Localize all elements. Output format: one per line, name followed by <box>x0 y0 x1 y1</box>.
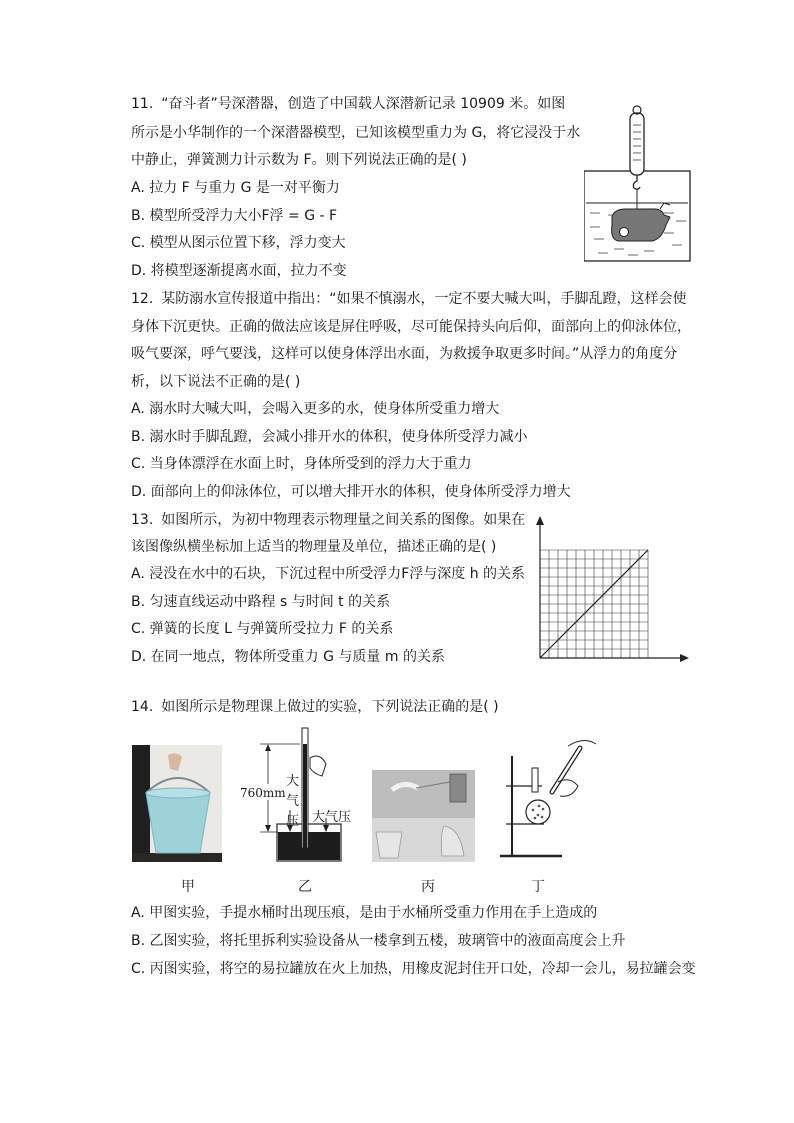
q11-line-1 <box>131 95 565 113</box>
q11-stem-1: “奋斗者”号深潜器，创造了中国载人深潜新记录 10909 米。如图 <box>161 96 566 112</box>
q14-stem-1: 如图所示是物理课上做过的实验，下列说法正确的是( ) <box>161 699 499 715</box>
q13-option-b: B. 匀速直线运动中路程 s 与时间 t 的关系 <box>131 594 391 610</box>
q13-line-1 <box>131 511 525 529</box>
torricelli-right-label: 大气压 <box>312 810 352 825</box>
q12-option-d: D. 面部向上的仰泳体位，可以增大排开水的体积，使身体所受浮力增大 <box>131 484 571 500</box>
q14-option-c: C. 丙图实验，将空的易拉罐放在火上加热，用橡皮泥封住开口处，冷却一会儿，易拉罐会变 <box>131 961 696 977</box>
q14-line-1 <box>131 698 499 716</box>
q11-option-b: B. 模型所受浮力大小F浮 = G - F <box>131 208 338 224</box>
q13-option-d: D. 在同一地点，物体所受重力 G 与质量 m 的关系 <box>131 649 445 665</box>
q12-stem-1: 某防溺水宣传报道中指出：“如果不慎溺水，一定不要大喊大叫，手脚乱蹬，这样会使 <box>161 291 687 307</box>
q11-option-a: A. 拉力 F 与重力 G 是一对平衡力 <box>131 180 340 196</box>
bucket-photo <box>132 745 222 862</box>
q13-stem-1: 如图所示，为初中物理表示物理量之间关系的图像。如果在 <box>161 512 526 528</box>
q14-option-b: B. 乙图实验，将托里拆利实验设备从一楼拿到五楼，玻璃管中的液面高度会上升 <box>131 933 626 949</box>
torricelli-side-label: 大气压 <box>286 774 300 829</box>
q12-option-b: B. 溺水时手脚乱蹬，会减小排开水的体积，使身体所受浮力减小 <box>131 429 528 445</box>
q11-option-d: D. 将模型逐渐提离水面，拉力不变 <box>131 263 347 279</box>
q11-option-c: C. 模型从图示位置下移，浮力变大 <box>131 235 346 251</box>
q12-stem-3: 吸气要深，呼气要浅，这样可以使身体浮出水面，为救援争取更多时间。”从浮力的角度分 <box>131 346 678 362</box>
q12-stem-2: 身体下沉更快。正确的做法应该是屏住呼吸，尽可能保持头向后仰，面部向上的仰泳体位， <box>131 319 691 335</box>
q12-number: 12. <box>131 291 154 307</box>
flask-stand-figure <box>498 736 598 862</box>
q14-option-a: A. 甲图实验，手提水桶时出现压痕，是由于水桶所受重力作用在手上造成的 <box>131 905 598 921</box>
figure-label-ding: 丁 <box>531 879 545 895</box>
y-axis-arrow <box>536 516 544 525</box>
q13-stem-2: 该图像纵横坐标加上适当的物理量及单位，描述正确的是( ) <box>131 539 497 555</box>
q13-number: 13. <box>131 512 154 528</box>
can-photo <box>372 770 475 862</box>
torricelli-height-label: 760mm <box>240 786 286 800</box>
figure-label-jia: 甲 <box>181 879 195 895</box>
q13-option-a: A. 浸没在水中的石块，下沉过程中所受浮力F浮与深度 h 的关系 <box>131 566 526 582</box>
q12-stem-4: 析，以下说法不正确的是( ) <box>131 374 301 390</box>
q14-number: 14. <box>131 699 154 715</box>
q11-stem-3: 中静止，弹簧测力计示数为 F。则下列说法正确的是( ) <box>131 152 467 168</box>
q11-number: 11. <box>131 96 154 112</box>
q12-option-c: C. 当身体漂浮在水面上时，身体所受到的浮力大于重力 <box>131 456 472 472</box>
q13-proportional-graph <box>532 516 692 666</box>
q12-line-1 <box>131 290 687 308</box>
x-axis-arrow <box>680 654 689 662</box>
q13-option-c: C. 弹簧的长度 L 与弹簧所受拉力 F 的关系 <box>131 621 394 637</box>
q11-stem-2: 所示是小华制作的一个深潜器模型，已知该模型重力为 G，将它浸没于水 <box>131 125 581 141</box>
figure-label-yi: 乙 <box>298 879 312 895</box>
figure-label-bing: 丙 <box>421 879 435 895</box>
q12-option-a: A. 溺水时大喊大叫，会喝入更多的水，使身体所受重力增大 <box>131 401 500 417</box>
q11-submarine-figure <box>584 105 694 265</box>
